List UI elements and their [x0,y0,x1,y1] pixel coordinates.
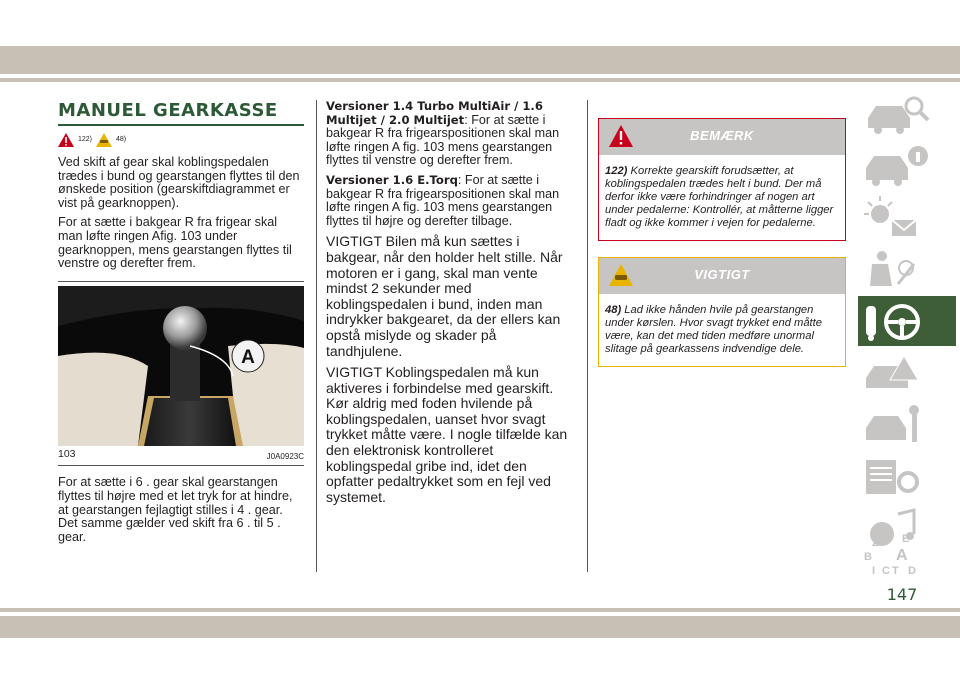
specs-gear-icon [858,452,956,502]
index-letter: Z [872,537,879,549]
index-letter: E [902,533,910,545]
top-band [0,0,960,52]
sidebar-item-car-tools[interactable] [858,400,956,450]
page-number: 147 [886,585,918,604]
important-paragraph: VIGTIGT Bilen må kun sættes i bakgear, når den holder helt stille. Når motoren er i gang, skal man vente mindst 2 sekunder med koblingspedalen i bund, inden man indrykker bakgearet, da der ellers kan opstå mislyde og skader på tandhjulene. [326,233,563,359]
version-heading: Versioner 1.6 E.Torq [326,172,458,187]
index-letter: I [872,565,876,577]
car-warning-icon [858,348,956,398]
figure-code: J0A0923C [266,451,304,461]
index-letter: D [908,565,916,577]
notice-number: 48) [605,304,622,316]
column-3 [598,118,846,383]
column-divider [587,100,588,572]
notice-body [599,155,845,240]
sidebar-item-key-steering[interactable] [858,296,956,346]
sidebar-item-index[interactable] [858,528,956,580]
paragraph [326,100,576,168]
column-2 [326,100,576,511]
index-letters-icon [858,528,956,580]
caution-icon [96,133,112,147]
ref-warning[interactable]: 122) [78,136,93,144]
section-title: MANUEL GEARKASSE [58,100,278,121]
index-letter: A [896,547,908,564]
sidebar-item-seat-airbag[interactable] [858,244,956,294]
reference-markers [58,130,304,150]
paragraph: Ved skift af gear skal koblingspedalen trædes i bund og gearstangen flyttes til den ønskede position (gearskiftdiagrammet er vist på gearknoppen). [58,155,300,210]
index-letter: B [864,551,872,563]
version-heading: Versioner 1.4 Turbo MultiAir / 1.6 Multijet / 2.0 Multijet [326,99,543,127]
gear-lever-illustration [58,286,304,446]
index-letter: C [882,565,890,577]
sidebar-item-car-info[interactable] [858,140,956,190]
important-paragraph: VIGTIGT Koblingspedalen må kun aktiveres i forbindelse med gearskift. Kør aldrig med foden hvilende på koblingspedalen, uanset hvor svagt trykket måtte være. I nogle tilfælde kan den elektronisk kontrolleret koblingspedal gribe ind, idet den opfatter pedaltrykket som en fejl ved systemet. [326,364,568,505]
notice-label: VIGTIGT [694,267,750,282]
sidebar-item-specs[interactable] [858,452,956,502]
notice-vigtigt [598,257,846,367]
key-steering-wheel-icon [858,296,956,346]
sidebar-item-lights-mail[interactable] [858,192,956,242]
car-tools-icon [858,400,956,450]
ref-caution[interactable]: 48) [116,136,127,144]
figure-103 [58,281,304,467]
bottom-band [0,608,960,678]
callout-label: A [241,346,255,368]
notice-bemaerk [598,118,846,241]
notice-number: 122) [605,165,628,177]
car-info-icon [858,140,956,190]
paragraph [326,174,576,228]
paragraph-text: : For at sætte i bakgear R fra frigearspositionen skal man løfte ringen A fig. 103 mens gearstangen flyttes til venstre og derefter frem. [326,112,560,168]
chapter-sidebar [858,88,956,580]
notice-text: Korrekte gearskift forudsætter, at koblingspedalen trædes helt i bund. Der må derfor ikke være forhindringer af nogen art under pedalerne: Kontrollér, at måtterne ligger fladt og ikke kommer i vejen for pedalerne. [605,165,834,229]
index-letter: T [892,565,899,577]
lights-mail-icon [858,192,956,242]
notice-body [599,294,845,366]
figure-caption [58,448,304,467]
column-1 [58,100,304,550]
notice-header [599,258,845,294]
gear-lever-photo [58,286,304,446]
sidebar-item-car-search[interactable] [858,88,956,138]
notice-label: BEMÆRK [690,128,754,143]
sidebar-item-car-warning[interactable] [858,348,956,398]
notice-header [599,119,845,155]
title-rule [58,124,304,126]
seat-airbag-icon [858,244,956,294]
car-search-icon [858,88,956,138]
notice-text: Lad ikke hånden hvile på gearstangen under kørslen. Hvor svagt trykket end måtte være, kan det med tiden medføre unormal slitage på gearkassens indvendige dele. [605,304,822,355]
figure-number: 103 [58,447,76,460]
paragraph: For at sætte i bakgear R fra frigear skal man løfte ringen Afig. 103 under gearknoppen, mens gearstangen flyttes til venstre og derefter frem. [58,215,292,271]
paragraph-text: : For at sætte i bakgear R fra frigearspositionen skal man løfte ringen A fig. 103 mens gearstangen flyttes til højre og derefter tilbage. [326,172,560,228]
warning-triangle-icon [58,133,74,147]
column-divider [316,100,317,572]
paragraph: For at sætte i 6 . gear skal gearstangen flyttes til højre med et let tryk for at hindre, at gearstangen fejlagtigt stilles i 4 . gear. Det samme gælder ved skift fra 6 . til 5 . gear. [58,475,293,544]
